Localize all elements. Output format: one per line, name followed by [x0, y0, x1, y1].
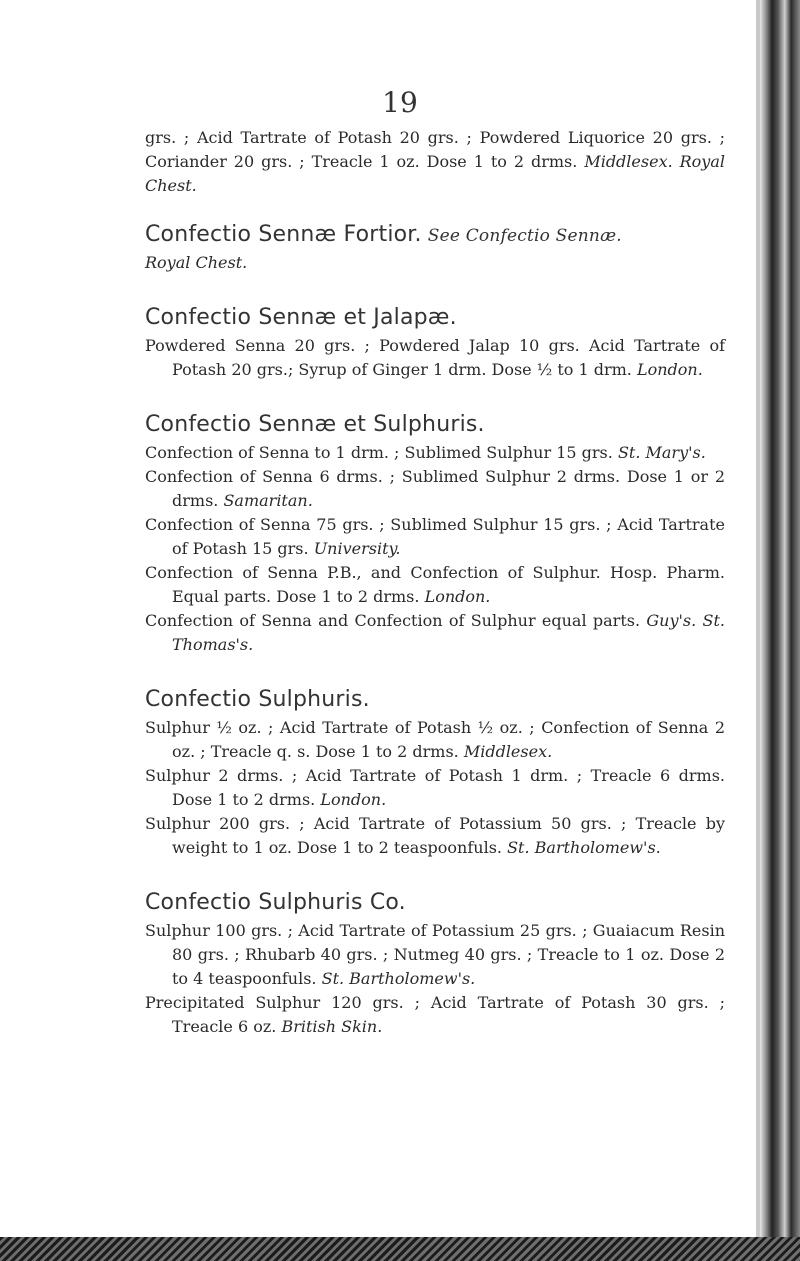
entry-source: British Skin. [281, 1017, 383, 1036]
entry-paragraph [145, 609, 725, 657]
entry-text: Sulphur ½ oz. ; Acid Tartrate of Potash ½ oz. ; Confection of Senna 2 oz. ; Treacle q. s. Dose 1 to 2 drms. [145, 718, 725, 761]
entry-title: Confectio Sulphuris. [145, 687, 370, 712]
entry-text: Confection of Senna 6 drms. ; Sublimed Sulphur 2 drms. Dose 1 or 2 drms. [145, 467, 725, 510]
entry-title: Confectio Sulphuris Co. [145, 890, 406, 915]
entry-paragraph [145, 251, 725, 275]
entry-text: Sulphur 100 grs. ; Acid Tartrate of Potassium 25 grs. ; Guaiacum Resin 80 grs. ; Rhubarb 40 grs. ; Nutmeg 40 grs. ; Treacle to 1 oz. Dose 2 to 4 teaspoonfuls. [145, 921, 725, 988]
entry-text: Confection of Senna 75 grs. ; Sublimed Sulphur 15 grs. ; Acid Tartrate of Potash 15 grs. [145, 515, 725, 558]
entry-source: St. Bartholomew's. [321, 969, 476, 988]
entry-paragraph [145, 812, 725, 860]
entry-confectio-sulphuris-co [145, 890, 725, 1039]
entry-source: University. [313, 539, 401, 558]
entry-paragraph [145, 764, 725, 812]
entry-source: Middlesex. [463, 742, 553, 761]
page-number: 19 [382, 86, 418, 119]
entry-paragraph [145, 716, 725, 764]
entry-confectio-sennae-et-jalapae [145, 305, 725, 382]
entry-confectio-sennae-fortior [145, 222, 725, 275]
entry-paragraph [145, 513, 725, 561]
entry-text: grs. ; Acid Tartrate of Potash 20 grs. ; Powdered Liquorice 20 grs. ; Coriander 20 grs. ; Treacle 1 oz. Dose 1 to 2 drms. [145, 128, 725, 171]
page-body [145, 126, 725, 1065]
entry-source: Royal Chest. [145, 253, 248, 272]
entry-heading [145, 890, 725, 915]
continuation-entry [145, 126, 725, 198]
entry-paragraph [145, 919, 725, 991]
entry-see-also: See Confectio Sennæ. [427, 226, 622, 246]
entry-text: Confection of Senna P.B., and Confection of Sulphur. Hosp. Pharm. Equal parts. Dose 1 to 2 drms. [145, 563, 725, 606]
entry-paragraph [145, 991, 725, 1039]
entry-confectio-sulphuris [145, 687, 725, 860]
entry-text: Confection of Senna to 1 drm. ; Sublimed Sulphur 15 grs. [145, 443, 618, 462]
entry-title: Confectio Sennæ et Jalapæ. [145, 305, 457, 330]
entry-source: Guy's. St. Thomas's. [172, 611, 725, 654]
entry-title: Confectio Sennæ Fortior. [145, 222, 422, 247]
entry-title: Confectio Sennæ et Sulphuris. [145, 412, 485, 437]
entry-source: London. [636, 360, 703, 379]
book-spine-edge [760, 0, 800, 1261]
entry-source: London. [320, 790, 387, 809]
entry-source: St. Mary's. [617, 443, 706, 462]
entry-heading [145, 412, 725, 437]
entry-paragraph [145, 465, 725, 513]
entry-text: Precipitated Sulphur 120 grs. ; Acid Tartrate of Potash 30 grs. ; Treacle 6 oz. [145, 993, 725, 1036]
entry-text: Sulphur 2 drms. ; Acid Tartrate of Potash 1 drm. ; Treacle 6 drms. Dose 1 to 2 drms. [145, 766, 725, 809]
entry-text: Confection of Senna and Confection of Sulphur equal parts. [145, 611, 647, 630]
entry-heading [145, 222, 725, 247]
entry-heading [145, 687, 725, 712]
entry-paragraph [145, 334, 725, 382]
entry-confectio-sennae-et-sulphuris [145, 412, 725, 657]
entry-source: St. Bartholomew's. [507, 838, 661, 857]
entry-paragraph [145, 441, 725, 465]
entry-heading [145, 305, 725, 330]
entry-source: London. [424, 587, 491, 606]
entry-text: Sulphur 200 grs. ; Acid Tartrate of Potassium 50 grs. ; Treacle by weight to 1 oz. Dose 1 to 2 teaspoonfuls. [145, 814, 725, 857]
entry-text: Powdered Senna 20 grs. ; Powdered Jalap 10 grs. Acid Tartrate of Potash 20 grs.; Syrup of Ginger 1 drm. Dose ½ to 1 drm. [145, 336, 725, 379]
entry-source: Middlesex. Royal Chest. [145, 152, 725, 195]
entry-source: Samaritan. [223, 491, 313, 510]
entry-paragraph [145, 561, 725, 609]
entry-paragraph [145, 126, 725, 198]
scan-bottom-edge [0, 1237, 800, 1261]
